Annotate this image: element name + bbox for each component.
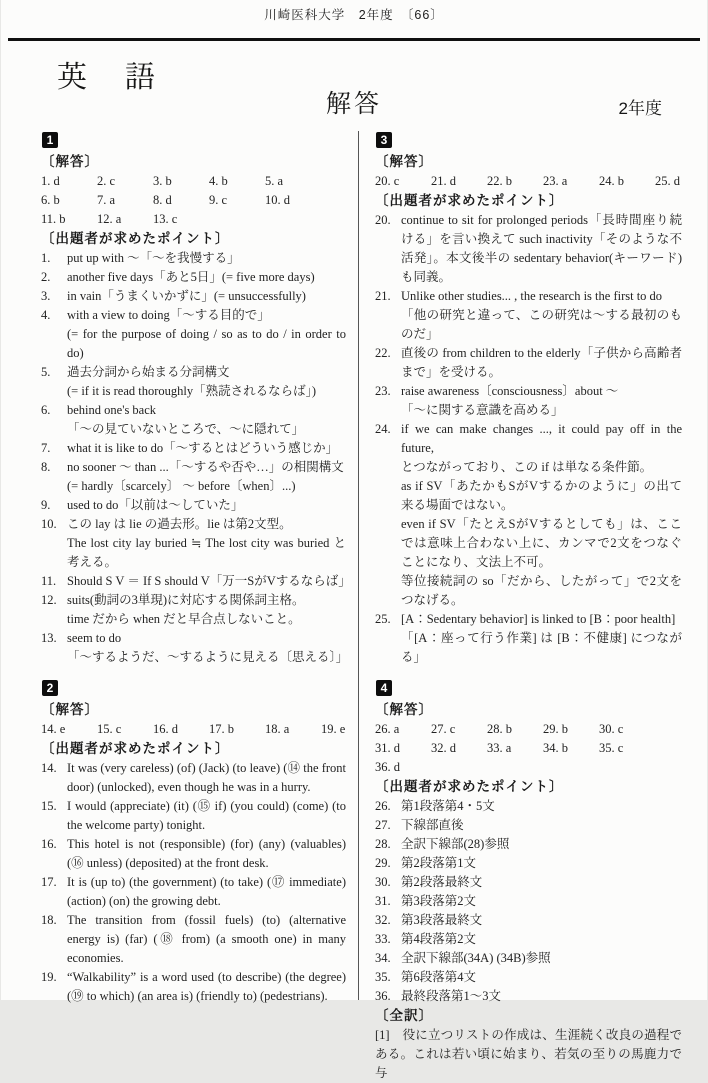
answer-title: 解答 [325,90,382,118]
section-number-badge: 3 [376,132,392,148]
point-item-line: 第2段落第1文 [401,856,477,870]
point-item-text [401,211,682,287]
point-item-text [67,249,346,268]
point-item-line: 下線部直後 [401,818,464,832]
answer-cell: 28. b [487,722,512,736]
answer-cell: 17. b [209,722,234,736]
point-item-text [401,344,682,382]
points-label: 〔出題者が求めたポイント〕 [41,231,230,246]
point-item-number: 13. [41,631,57,645]
point-item-line: time だから when だと早合点しないこと。 [67,612,301,626]
answer-cell: 4. b [209,174,228,188]
point-item [41,268,346,287]
answer-row [41,191,346,210]
point-item-line: 「他の研究と違って、この研究は～する最初のものだ」 [401,308,682,341]
point-item [41,249,346,268]
answer-cell: 20. c [375,174,400,188]
point-item-line: no sooner ～ than ...「～するや否や…」の相関構文 [67,460,344,474]
point-item-number: 9. [41,498,51,512]
point-item-line: “Walkability” is a word used (to describe) (the degree) (⑲ to which) (an area is) (friendly to) (pedestrians). [67,970,346,1003]
answer-cell: 11. b [41,212,66,226]
point-item-line: raise awareness〔consciousness〕about ～ [401,384,619,398]
point-item [41,759,346,797]
point-item-number: 32. [375,913,391,927]
point-item-text [401,854,682,873]
point-item-number: 18. [41,913,57,927]
content-columns [41,131,682,1080]
point-item [375,287,682,344]
point-item-line: 全訳下線部(28)参照 [401,837,510,851]
right-column [359,131,682,1080]
answer-row [41,172,346,191]
zenyaku-label: 〔全訳〕 [375,1008,433,1023]
point-item-line: 「～するようだ、～するように見える〔思える〕」 [67,650,349,664]
point-item [375,382,682,420]
point-item-text [67,268,346,287]
point-item [41,797,346,835]
point-item-number: 20. [375,213,391,227]
point-item-number: 8. [41,460,51,474]
zenyaku-text: [1] 役に立つリストの作成は、生涯続く改良の過程である。これは若い頃に始まり、若気の至りの馬鹿力で与 [375,1028,682,1080]
point-item-line: I would (appreciate) (it) (⑮ if) (you could) (come) (to the welcome party) tonight. [67,799,346,832]
point-item-line: 第1段落第4・5文 [401,799,495,813]
point-item-line: 「～に関する意識を高める」 [401,403,564,417]
point-item-text [67,306,346,363]
point-item-text [67,572,351,591]
point-item [375,892,682,911]
point-item-number: 27. [375,818,391,832]
answer-cell: 36. d [375,760,400,774]
point-item-line: (= if it is read thoroughly「熟読されるならば」) [67,384,317,398]
point-item-line: 最終段落第1～3文 [401,989,502,1003]
point-item-text [67,401,346,439]
point-item-number: 7. [41,441,51,455]
point-item-number: 5. [41,365,51,379]
point-item-line: 「～の見ていないところで、～に隠れて」 [67,422,305,436]
answer-cell: 9. c [209,193,228,207]
point-item-text [401,911,682,930]
point-item [41,401,346,439]
point-item-number: 36. [375,989,391,1003]
answer-section-3 [375,132,682,667]
answer-cell: 10. d [265,193,290,207]
point-item [41,572,351,591]
point-item-line: continue to sit for prolonged periods「長時間座り続ける」を言い換えて such inactivity「そのような不活発」。本文後半の sedentary behavior(キーワード)も同義。 [401,213,682,284]
top-rule [8,38,700,41]
point-item-text [67,496,346,515]
answer-cell: 21. d [431,174,456,188]
point-item-line: suits(動詞の3単現)に対応する関係詞主格。 [67,593,305,607]
point-item-line: (= hardly〔scarcely〕 ～ before〔when〕...) [67,479,296,493]
section-number-badge: 2 [42,680,58,696]
answer-cell: 7. a [97,193,116,207]
point-item-number: 1. [41,251,51,265]
point-item-line: 第3段落第2文 [401,894,477,908]
answer-row [375,720,682,739]
point-item-line: Should S V ＝ If S should V「万一SがVするならば」 [67,574,351,588]
point-item-number: 15. [41,799,57,813]
point-item-text [401,287,682,344]
point-item-text [67,439,346,458]
point-item [375,344,682,382]
answer-row [375,758,682,777]
point-item-line: behind one's back [67,403,157,417]
point-item-line: [A：Sedentary behavior] is linked to [B：poor health] [401,612,676,626]
point-item [41,515,346,572]
point-item-number: 23. [375,384,391,398]
point-item-text [67,968,346,1006]
point-item [41,835,346,873]
answer-cell: 16. d [153,722,178,736]
answer-section-2 [41,680,346,1006]
answer-cell: 24. b [599,174,624,188]
point-item-text [67,873,346,911]
answer-cell: 18. a [265,722,290,736]
left-column [41,131,358,1003]
point-item-text [401,382,682,420]
point-item-line: 第4段落第2文 [401,932,477,946]
point-item-number: 22. [375,346,391,360]
points-label: 〔出題者が求めたポイント〕 [375,779,564,794]
answer-cell: 32. d [431,741,456,755]
point-item-line: in vain「うまくいかずに」(= unsuccessfully) [67,289,306,303]
answer-cell: 15. c [97,722,122,736]
page-header: 川崎医科大学 2年度 〔66〕 [264,8,444,22]
point-item-line: とつながっており、この if は単なる条件節。 [401,460,653,474]
answer-cell: 6. b [41,193,60,207]
point-item [375,211,682,287]
point-item-number: 30. [375,875,391,889]
answer-cell: 1. d [41,174,60,188]
year-label: 2年度 [618,99,662,118]
point-item-line: put up with ～「～を我慢する」 [67,251,240,265]
point-item-line: 第3段落最終文 [401,913,483,927]
point-item-line: if we can make changes ..., it could pay off in the future, [401,422,682,455]
answer-row [375,739,682,758]
point-item-number: 6. [41,403,51,417]
point-item-number: 33. [375,932,391,946]
point-item-line: This hotel is not (responsible) (for) (any) (valuables) (⑯ unless) (deposited) at the front desk. [67,837,346,870]
point-item-line: The transition from (fossil fuels) (to) (alternative energy is) (far) (⑱ from) (a smooth one) in many economies. [67,913,346,965]
answer-cell: 5. a [265,174,284,188]
answer-cell: 30. c [599,722,624,736]
answer-cell: 26. a [375,722,400,736]
point-item-line: (= for the purpose of doing / so as to do / in order to do) [67,327,346,360]
point-item-number: 34. [375,951,391,965]
point-item-text [401,968,682,987]
point-item-number: 14. [41,761,57,775]
point-item-line: another five days「あと5日」(= five more days) [67,270,315,284]
answer-cell: 34. b [543,741,568,755]
point-item-line: 直後の from children to the elderly「子供から高齢者まで」を受ける。 [401,346,682,379]
point-item-text [67,287,346,306]
point-item [375,420,682,610]
point-item [375,987,682,1006]
point-item-text [67,515,346,572]
point-item-line: 過去分詞から始まる分詞構文 [67,365,230,379]
answer-cell: 14. e [41,722,66,736]
point-item-text [401,610,682,667]
point-item-number: 26. [375,799,391,813]
point-item-text [401,987,682,1006]
answer-section-1 [41,132,351,667]
point-item-number: 10. [41,517,57,531]
point-item-number: 17. [41,875,57,889]
point-item-number: 25. [375,612,391,626]
answer-cell: 29. b [543,722,568,736]
points-label: 〔出題者が求めたポイント〕 [375,193,564,208]
point-item [375,873,682,892]
point-item-text [401,420,682,610]
point-item [41,306,346,363]
point-item-number: 16. [41,837,57,851]
point-item [41,591,346,629]
point-item-number: 24. [375,422,391,436]
kaitou-label: 〔解答〕 [41,702,99,717]
point-item-text [401,949,682,968]
point-item-line: 全訳下線部(34A) (34B)参照 [401,951,551,965]
point-item [41,629,349,667]
point-item-line: It was (very careless) (of) (Jack) (to leave) (⑭ the front door) (unlocked), even though he was in a hurry. [67,761,346,794]
point-item [41,911,346,968]
answer-row [41,720,346,739]
kaitou-label: 〔解答〕 [41,154,99,169]
answer-cell: 2. c [97,174,116,188]
answer-row [375,172,682,191]
kaitou-label: 〔解答〕 [375,702,433,717]
point-item-line: 第6段落第4文 [401,970,477,984]
answer-cell: 35. c [599,741,624,755]
point-item-line: It is (up to) (the government) (to take) (⑰ immediate) (action) (on) the growing debt. [67,875,346,908]
answer-cell: 19. e [321,722,346,736]
points-label: 〔出題者が求めたポイント〕 [41,741,230,756]
point-item-number: 28. [375,837,391,851]
point-item-line: what it is like to do「～するとはどういう感じか」 [67,441,339,455]
answer-cell: 23. a [543,174,568,188]
point-item [375,968,682,987]
point-item-line: seem to do [67,631,122,645]
point-item [41,287,346,306]
point-item-text [67,797,346,835]
point-item-line: 第2段落最終文 [401,875,483,889]
kaitou-label: 〔解答〕 [375,154,433,169]
point-item-text [67,759,346,797]
point-item [375,930,682,949]
point-item [41,439,346,458]
point-item-line: even if SV「たとえSがVするとしても」は、ここでは意味上合わない上に、カンマで2文をつなぐことになり、文法上不可。 [401,517,682,569]
point-item-text [401,892,682,911]
point-item-text [67,835,346,873]
point-item-number: 29. [375,856,391,870]
point-item-line: Unlike other studies... , the research is the first to do [401,289,663,303]
point-item [375,911,682,930]
point-item-line: as if SV「あたかもSがVするかのように」の出て来る場面ではない。 [401,479,682,512]
point-item-number: 12. [41,593,57,607]
point-item [375,854,682,873]
answer-cell: 22. b [487,174,512,188]
point-item-text [401,930,682,949]
answer-cell: 12. a [97,212,122,226]
answer-sheet-page [1,0,707,1080]
point-item [41,968,346,1006]
point-item [375,816,682,835]
point-item [41,873,346,911]
point-item [375,835,682,854]
point-item-number: 11. [41,574,57,588]
point-item-line: 「[A：座って行う作業] は [B：不健康] につながる」 [401,631,682,664]
point-item-number: 2. [41,270,51,284]
point-item-line: used to do「以前は～していた」 [67,498,244,512]
point-item-text [401,816,682,835]
point-item [41,363,346,401]
answer-cell: 31. d [375,741,400,755]
point-item-number: 35. [375,970,391,984]
point-item-number: 4. [41,308,51,322]
point-item [375,949,682,968]
point-item-line: The lost city lay buried ≒ The lost city was buried と考える。 [67,536,346,569]
point-item-line: この lay は lie の過去形。lie は第2文型。 [67,517,292,531]
point-item [375,610,682,667]
point-item-text [67,363,346,401]
point-item [41,496,346,515]
point-item-text [401,797,682,816]
answer-cell: 8. d [153,193,172,207]
answer-cell: 27. c [431,722,456,736]
answer-cell: 25. d [655,174,680,188]
point-item-number: 21. [375,289,391,303]
point-item-number: 19. [41,970,57,984]
point-item-text [67,458,346,496]
point-item-number: 3. [41,289,51,303]
point-item-text [67,591,346,629]
section-number-badge: 1 [42,132,58,148]
point-item [375,797,682,816]
point-item-number: 31. [375,894,391,908]
section-number-badge: 4 [376,680,392,696]
point-item-text [401,835,682,854]
point-item-text [67,911,346,968]
answer-cell: 33. a [487,741,512,755]
point-item-text [401,873,682,892]
point-item-line: with a view to doing「～する目的で」 [67,308,270,322]
point-item-text [67,629,349,667]
answer-row [41,210,346,229]
answer-cell: 13. c [153,212,178,226]
subject-title: 英 語 [57,61,159,94]
answer-cell: 3. b [153,174,172,188]
point-item-line: 等位接続詞の so「だから、したがって」で2文をつなげる。 [401,574,682,607]
point-item [41,458,346,496]
answer-section-4 [375,680,682,1083]
